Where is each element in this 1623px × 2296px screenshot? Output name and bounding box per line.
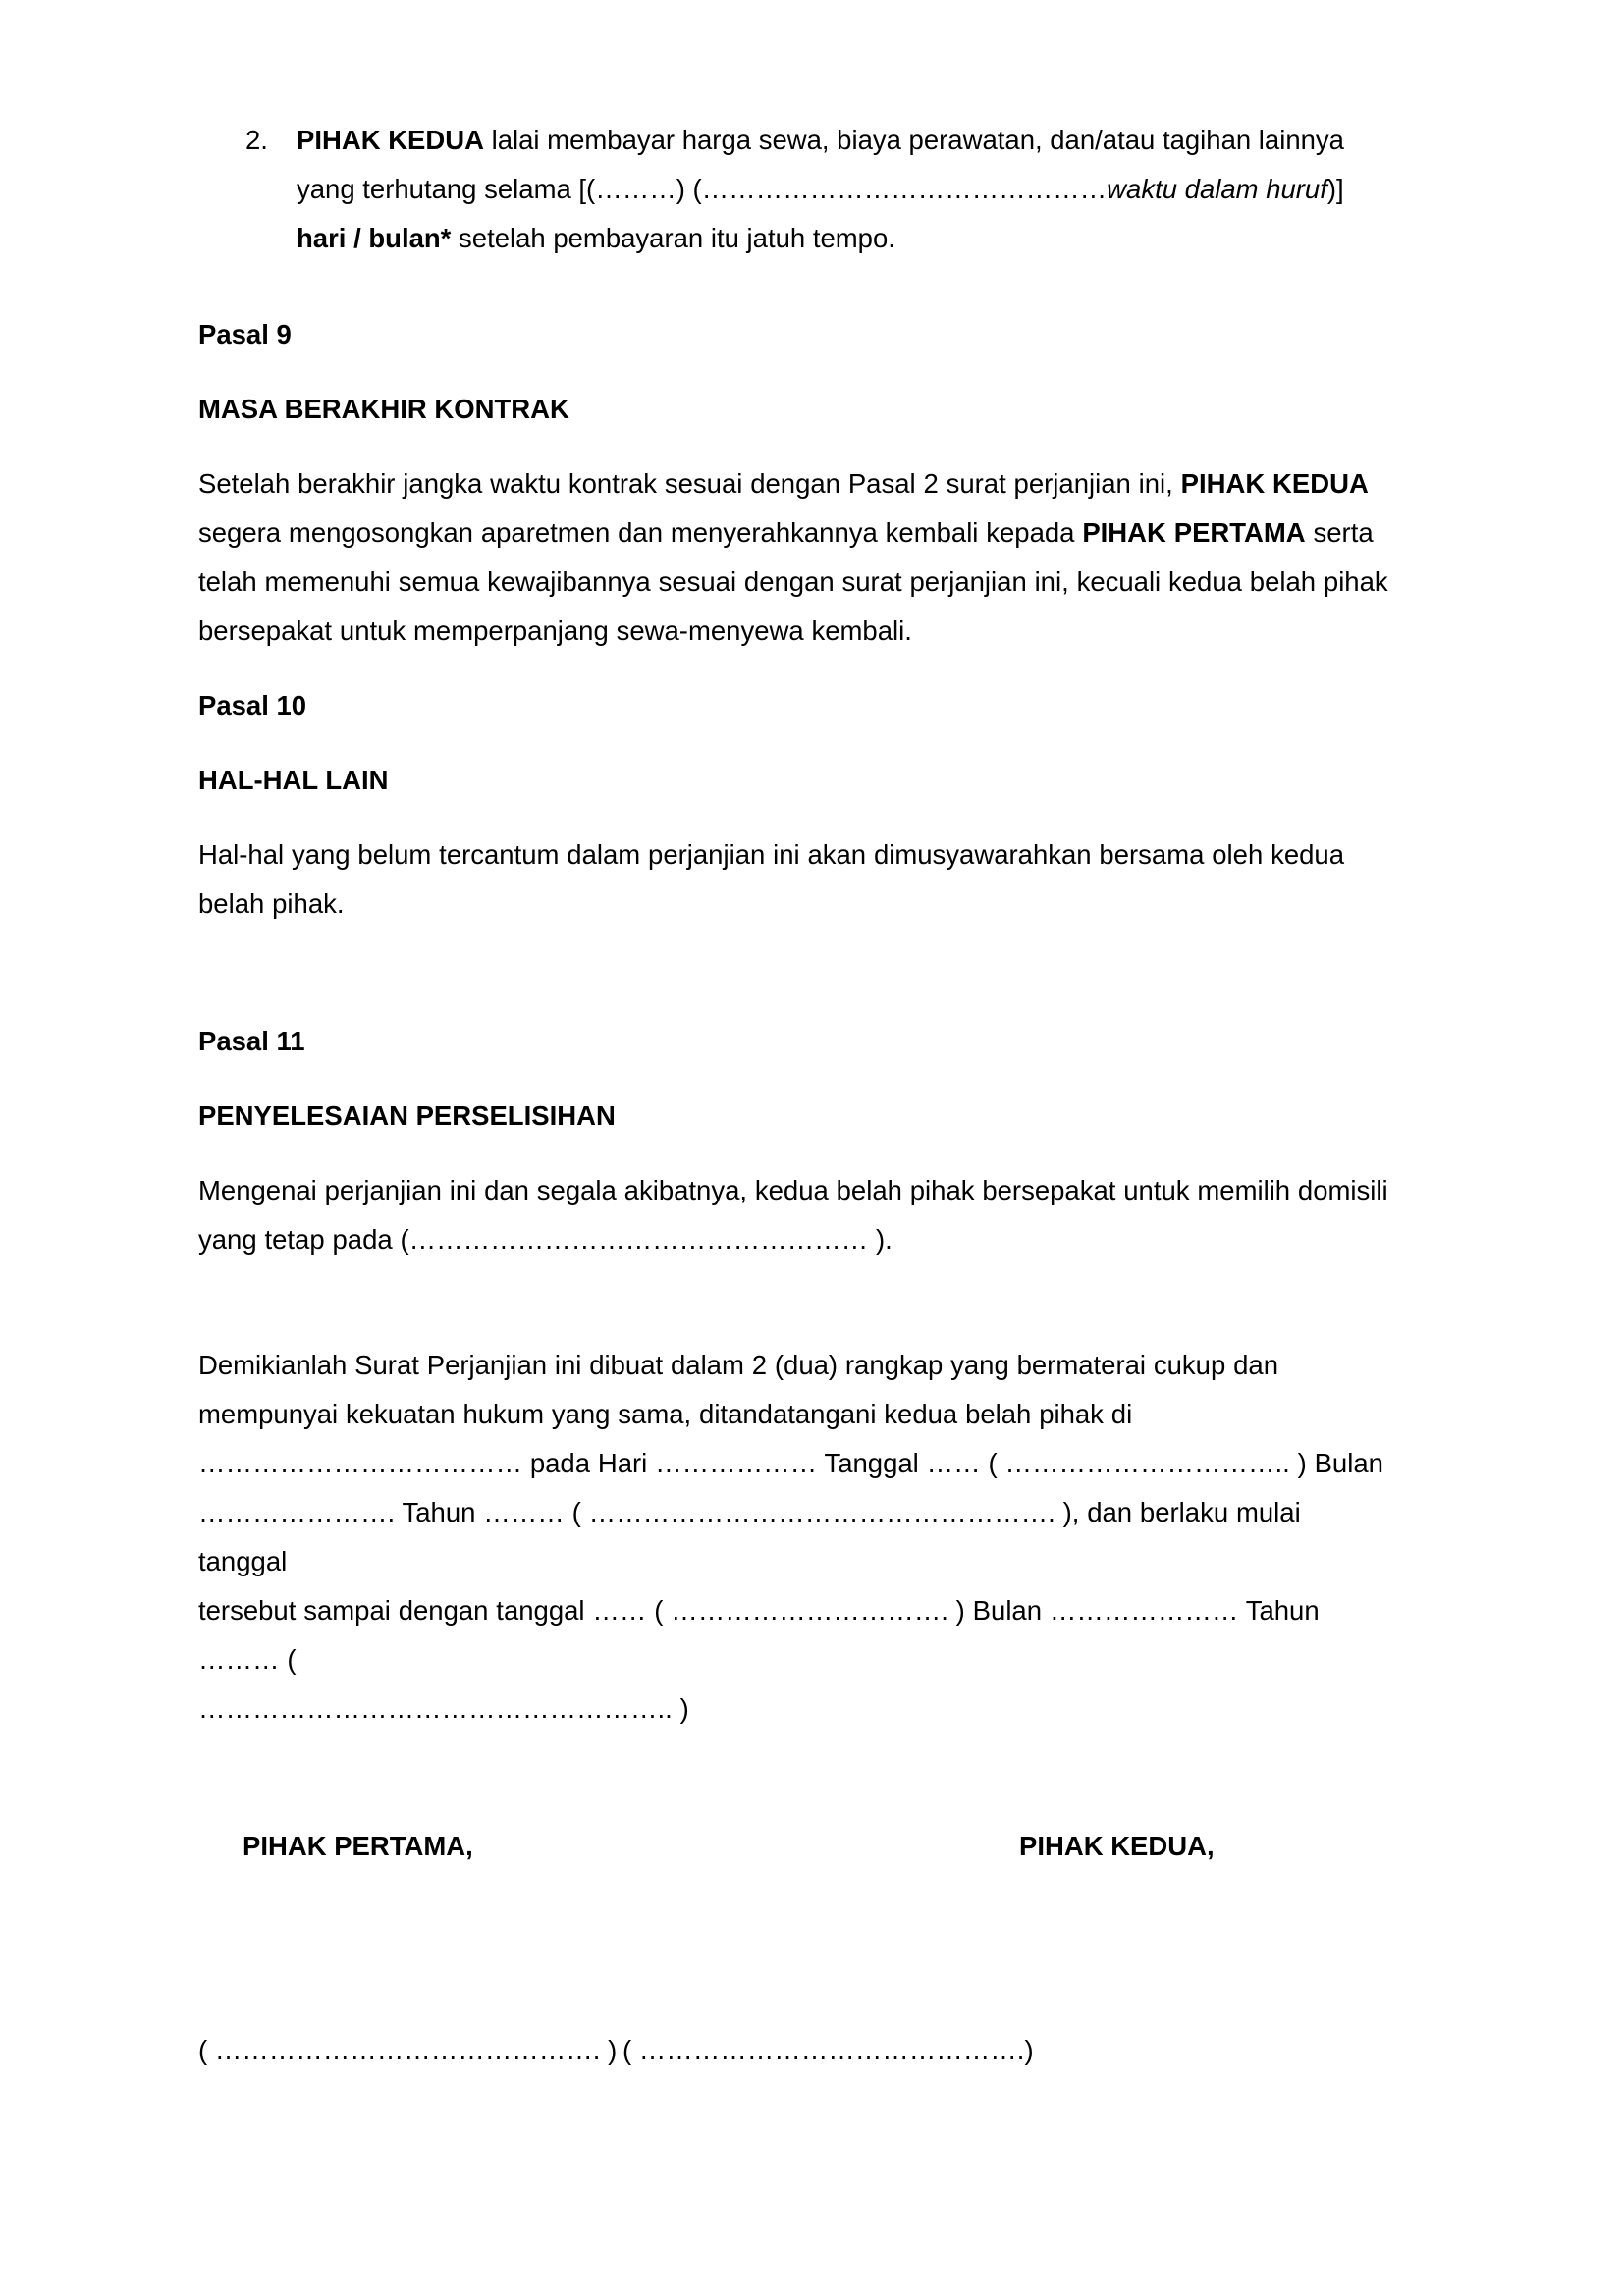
closing-line-1: Demikianlah Surat Perjanjian ini dibuat dalam 2 (dua) rangkap yang bermaterai cukup dan [198, 1350, 1278, 1380]
signature-labels-row [198, 1822, 1394, 1871]
spacer [198, 1290, 1394, 1341]
pasal-10-title: HAL-HAL LAIN [198, 765, 389, 795]
closing-line-5: tersebut sampai dengan tanggal …… ( …………………………. ) Bulan ………………… Tahun ……… ( [198, 1595, 1320, 1675]
spacer [198, 1759, 1394, 1822]
signature-line-second-party: ( …………………………………….) [622, 2035, 1034, 2065]
clause-bold-lead: PIHAK KEDUA [297, 125, 484, 155]
clause-bold-part-2: hari / bulan* [297, 223, 452, 253]
closing-line-6: …………………………………………….. ) [198, 1693, 689, 1724]
signature-label-first-party: PIHAK PERTAMA, [243, 1831, 473, 1861]
clause-text-part-3: setelah pembayaran itu jatuh tempo. [451, 223, 895, 253]
pasal-9-body-bold-2: PIHAK PERTAMA [1082, 517, 1306, 548]
closing-line-4: …………………. Tahun ……… ( ……………………………………………. ), dan berlaku mulai tanggal [198, 1497, 1301, 1576]
pasal-10-body: Hal-hal yang belum tercantum dalam perjanjian ini akan dimusyawarahkan bersama oleh kedua belah pihak. [198, 839, 1345, 919]
pasal-9-title: MASA BERAKHIR KONTRAK [198, 394, 569, 424]
spacer [198, 289, 1394, 310]
signature-lines-row [198, 2026, 1394, 2075]
signature-label-second-party: PIHAK KEDUA, [1019, 1831, 1215, 1861]
document-body [198, 116, 1394, 2075]
clause-number: 2. [245, 125, 268, 155]
pasal-9-body-bold-1: PIHAK KEDUA [1180, 468, 1369, 499]
spacer [198, 954, 1394, 1017]
clause-text-part-1: lalai membayar harga sewa, biaya perawatan, dan/atau tagihan lainnya yang terhutang selama [(………) (……………………………………… [297, 125, 1344, 204]
closing-line-3: ……………………………… pada Hari ……………… Tanggal …… ( ………………………….. ) Bulan [198, 1448, 1383, 1478]
signature-space [198, 1871, 1394, 2026]
pasal-11-body: Mengenai perjanjian ini dan segala akibatnya, kedua belah pihak bersepakat untuk memilih domisili yang tetap pada (…………………………………………… ). [198, 1175, 1388, 1255]
clause-text-part-2: )] [1326, 174, 1344, 204]
pasal-9-label: Pasal 9 [198, 319, 292, 349]
clause-italic-part: waktu dalam huruf [1107, 174, 1327, 204]
closing-line-2: mempunyai kekuatan hukum yang sama, ditandatangani kedua belah pihak di [198, 1399, 1133, 1429]
pasal-9-body-text-1: Setelah berakhir jangka waktu kontrak sesuai dengan Pasal 2 surat perjanjian ini, [198, 468, 1181, 499]
pasal-9-body-text-3: serta telah memenuhi semua kewajibannya sesuai dengan surat perjanjian ini, kecuali kedua belah pihak bersepakat untuk memperpanjang sewa-menyewa kembali. [198, 517, 1388, 646]
pasal-11-label: Pasal 11 [198, 1026, 305, 1056]
pasal-10-label: Pasal 10 [198, 690, 307, 721]
clause-item-2 [198, 116, 1394, 263]
pasal-9-body [198, 459, 1394, 656]
pasal-9-body-text-2: segera mengosongkan aparetmen dan menyerahkannya kembali kepada [198, 517, 1083, 548]
pasal-11-title: PENYELESAIAN PERSELISIHAN [198, 1100, 616, 1131]
signature-line-first-party: ( ……………………………………. ) [198, 2035, 618, 2065]
closing-paragraph [198, 1341, 1394, 1734]
